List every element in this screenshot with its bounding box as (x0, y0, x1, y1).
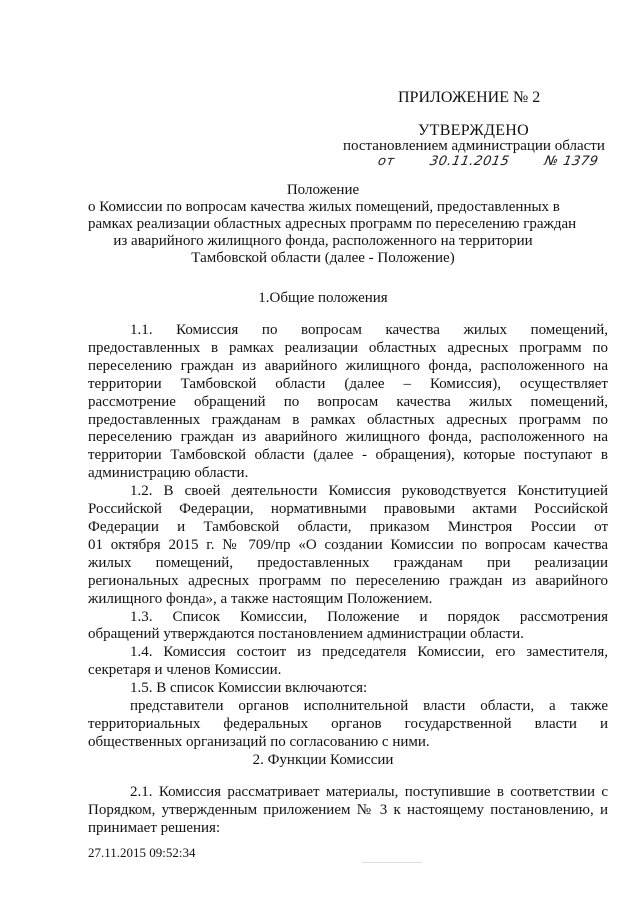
text-line: территориальных федеральных органов государственной власти и (88, 715, 608, 732)
title-line: Тамбовской области (далее - Положение) (191, 250, 455, 266)
text-line: администрацию области. (88, 465, 249, 482)
approved-stamp: УТВЕРЖДЕНО (418, 122, 530, 139)
text-line: принимает решения: (88, 819, 221, 836)
text-line: территории Тамбовской области (далее – Комиссия), осуществляет (88, 375, 608, 392)
handwritten-number: № 1379 (543, 154, 600, 169)
handwritten-date-number (376, 152, 600, 171)
text-line: переселению граждан из аварийного жилищного фонда, расположенного на (88, 357, 608, 374)
section-2-heading: 2. Функции Комиссии (252, 752, 394, 768)
section-1-body (88, 322, 608, 752)
title-line: рамках реализации областных адресных программ по переселению граждан (88, 216, 577, 232)
text-line: представители органов исполнительной власти области, а также (130, 698, 608, 715)
text-line: региональных адресных программ по переселению граждан из аварийного (88, 572, 608, 589)
text-line: 1.5. В список Комиссии включаются: (130, 680, 368, 697)
text-line: Российской Федерации, нормативными правовыми актами Российской (88, 501, 608, 518)
text-line: территории Тамбовской области (далее - обращения), которые поступают в (88, 447, 608, 464)
text-line: 1.3. Список Комиссии, Положение и порядок рассмотрения (130, 608, 608, 625)
handwritten-date: 30.11.2015 (428, 154, 511, 169)
text-line: Порядком, утвержденным приложением № 3 к настоящему постановлению, и (88, 801, 608, 818)
text-line: 1.4. Комиссия состоит из председателя Комиссии, его заместителя, (130, 644, 608, 661)
footer-divider (362, 862, 422, 863)
text-line: Федерации и Тамбовской области, приказом Минстроя России от (88, 518, 608, 535)
text-line: 01 октября 2015 г. № 709/пр «О создании Комиссии по вопросам качества (88, 536, 608, 553)
text-line: обращений утверждаются постановлением администрации области. (88, 626, 524, 643)
text-line: переселению граждан из аварийного жилищного фонда, расположенного на (88, 429, 608, 446)
text-line: общественных организаций по согласованию с ними. (88, 733, 430, 750)
text-line: жилых помещений, предоставленных гражданам при реализации (88, 554, 608, 571)
appendix-number: ПРИЛОЖЕНИЕ № 2 (398, 89, 541, 106)
handwritten-from: от (376, 154, 396, 169)
title-line: Положение (286, 182, 360, 198)
text-line: 1.1. Комиссия по вопросам качества жилых помещений, (130, 322, 608, 338)
title-line: из аварийного жилищного фонда, расположенного на территории (113, 233, 533, 249)
text-line: предоставленных в рамках реализации областных адресных программ по (88, 339, 608, 356)
print-timestamp: 27.11.2015 09:52:34 (88, 845, 196, 860)
text-line: рассмотрение обращений по вопросам качества жилых помещений, (88, 393, 608, 410)
decree-line: постановлением администрации области (343, 138, 605, 154)
document-title (88, 182, 577, 267)
text-line: жилищного фонда», а также настоящим Положением. (88, 590, 433, 607)
title-line: о Комиссии по вопросам качества жилых помещений, предоставленных в (88, 199, 560, 215)
section-2-body (88, 784, 608, 838)
text-line: 1.2. В своей деятельности Комиссия руководствуется Конституцией (130, 483, 608, 500)
text-line: секретаря и членов Комиссии. (88, 662, 282, 679)
text-line: 2.1. Комиссия рассматривает материалы, поступившие в соответствии с (130, 784, 608, 800)
text-line: предоставленных гражданам в рамках областных адресных программ по (88, 411, 608, 428)
section-1-heading: 1.Общие положения (258, 290, 388, 306)
